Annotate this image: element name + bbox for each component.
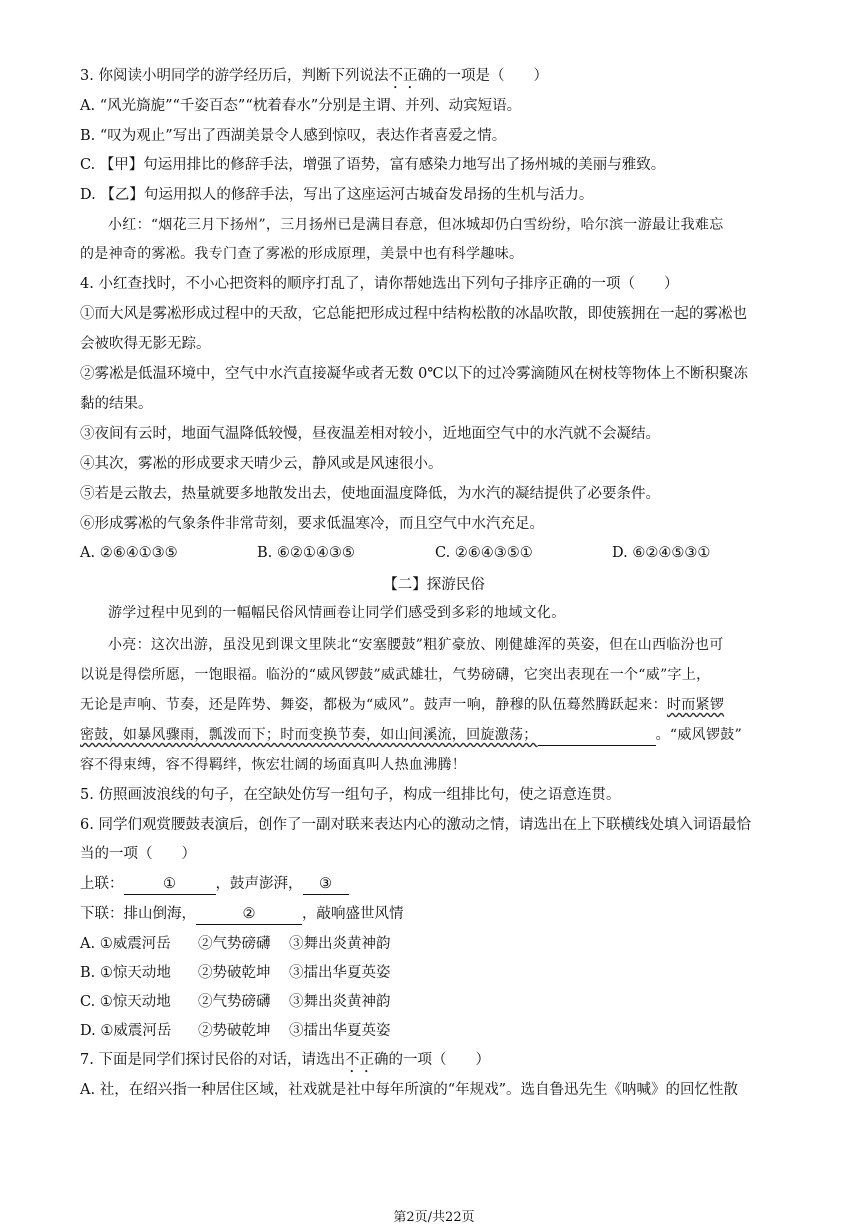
- wavy-sentence-part2: 密鼓，如暴风骤雨，瓢泼而下；时而变换节奏，如山间溪流，回旋激荡；: [80, 727, 538, 743]
- q6-option-d: D. ①威震河岳 ②势破乾坤 ③擂出华夏英姿: [80, 1023, 391, 1039]
- q4-sentence-1b: 会被吹得无影无踪。: [80, 336, 211, 352]
- couplet-lower: 下联：排山倒海， ② ，敲响盛世风情: [80, 904, 404, 925]
- xiaohong-para-line1: 小红：“烟花三月下扬州”，三月扬州已是满目春意，但冰城却仍白雪纷纷，哈尔滨一游最让我难忘: [108, 217, 724, 233]
- q4-sentence-4: ④其次，雾凇的形成要求天晴少云，静风或是风速很小。: [80, 456, 443, 472]
- q4-option-d: D. ⑥②④⑤③①: [612, 545, 711, 561]
- q6-option-b: B. ①惊天动地 ②势破乾坤 ③擂出华夏英姿: [80, 965, 391, 981]
- q6-stem-line2: 当的一项（ ）: [80, 846, 196, 862]
- q3-option-c: C. 【甲】句运用排比的修辞手法，增强了语势，富有感染力地写出了扬州城的美丽与雅致。: [80, 157, 666, 173]
- q4-sentence-6: ⑥形成雾凇的气象条件非常苛刻，要求低温寒冷，而且空气中水汽充足。: [80, 516, 544, 532]
- xiaoliang-para-line5: 容不得束缚，容不得羁绊，恢宏壮阔的场面真叫人热血沸腾！: [80, 757, 467, 773]
- q4-sentence-5: ⑤若是云散去，热量就要多地散发出去，使地面温度降低，为水汽的凝结提供了必要条件。: [80, 486, 660, 502]
- q6-option-c: C. ①惊天动地 ②气势磅礴 ③舞出炎黄神韵: [80, 994, 391, 1010]
- q7-option-a: A. 社，在绍兴指一种居住区域，社戏就是社中每年所演的“年规戏”。选自鲁迅先生《呐喊》的回忆性散: [80, 1082, 739, 1098]
- q6-stem-line1: 6. 同学们观赏腰鼓表演后，创作了一副对联来表达内心的激动之情，请选出在上下联横线处填入词语最恰: [80, 817, 751, 833]
- q3-option-b: B. “叹为观止”写出了西湖美景令人感到惊叹，表达作者喜爱之情。: [80, 128, 507, 144]
- xiaoliang-para-line2: 以说是得偿所愿，一饱眼福。临汾的“威风锣鼓”威武雄壮，气势磅礴，它突出表现在一个“威”字上，: [80, 667, 711, 683]
- q3-option-d: D. 【乙】句运用拟人的修辞手法，写出了这座运河古城奋发昂扬的生机与活力。: [80, 187, 594, 203]
- couplet-blank-3[interactable]: ③: [303, 874, 349, 895]
- q4-sentence-3: ③夜间有云时，地面气温降低较慢，昼夜温差相对较小，近地面空气中的水汽就不会凝结。: [80, 426, 660, 442]
- q4-stem: 4. 小红查找时，不小心把资料的顺序打乱了，请你帮她选出下列句子排序正确的一项（ ）: [80, 276, 679, 292]
- q4-sentence-2a: ②雾凇是低温环境中，空气中水汽直接凝华或者无数 0℃以下的过冷雾滴随风在树枝等物体上不断积聚冻: [80, 366, 749, 382]
- page-number: 第2页/共22页: [393, 1210, 475, 1225]
- xiaoliang-para-line1: 小亮：这次出游，虽没见到课文里陕北“安塞腰鼓”粗犷豪放、刚健雄浑的英姿，但在山西临汾也可: [108, 637, 724, 653]
- q6-option-a: A. ①威震河岳 ②气势磅礴 ③舞出炎黄神韵: [80, 936, 391, 952]
- q3-stem: 3. 你阅读小明同学的游学经历后，判断下列说法不正确的一项是（ ）: [80, 68, 548, 84]
- couplet-upper: 上联： ① ，鼓声澎湃， ③: [80, 874, 349, 895]
- q4-sentence-1a: ①而大风是雾凇形成过程中的天敌，它总能把形成过程中结构松散的冰晶吹散，即使簇拥在一起的雾凇也: [80, 306, 747, 322]
- q4-option-b: B. ⑥②①④③⑤: [257, 545, 355, 561]
- q5-stem: 5. 仿照画波浪线的句子，在空缺处仿写一组句子，构成一组排比句，使之语意连贯。: [80, 787, 621, 803]
- section-intro: 游学过程中见到的一幅幅民俗风情画卷让同学们感受到多彩的地域文化。: [108, 605, 566, 621]
- section-title: 【二】探游民俗: [383, 577, 485, 593]
- wavy-sentence-part1: 时而紧锣: [666, 697, 725, 713]
- q7-stem: 7. 下面是同学们探讨民俗的对话，请选出不正确的一项（ ）: [80, 1052, 490, 1068]
- q3-option-a: A. “风光旖旎”“千姿百态”“枕着春水”分别是主谓、并列、动宾短语。: [80, 98, 522, 114]
- q4-sentence-2b: 黏的结果。: [80, 396, 153, 412]
- q4-option-a: A. ②⑥④①③⑤: [80, 545, 178, 561]
- imitation-blank[interactable]: [538, 725, 656, 746]
- xiaoliang-para-line4: 密鼓，如暴风骤雨，瓢泼而下；时而变换节奏，如山间溪流，回旋激荡； 。“威风锣鼓”: [80, 725, 742, 746]
- couplet-blank-2[interactable]: ②: [196, 904, 302, 925]
- q4-option-c: C. ②⑥④③⑤①: [435, 545, 533, 561]
- xiaohong-para-line2: 的是神奇的雾凇。我专门查了雾凇的形成原理，美景中也有科学趣味。: [80, 246, 524, 262]
- couplet-blank-1[interactable]: ①: [124, 874, 216, 895]
- xiaoliang-para-line3: 无论是声响、节奏，还是阵势、舞姿，都极为“威风”。鼓声一响，静穆的队伍蓦然腾跃起来：时而紧锣: [80, 697, 725, 713]
